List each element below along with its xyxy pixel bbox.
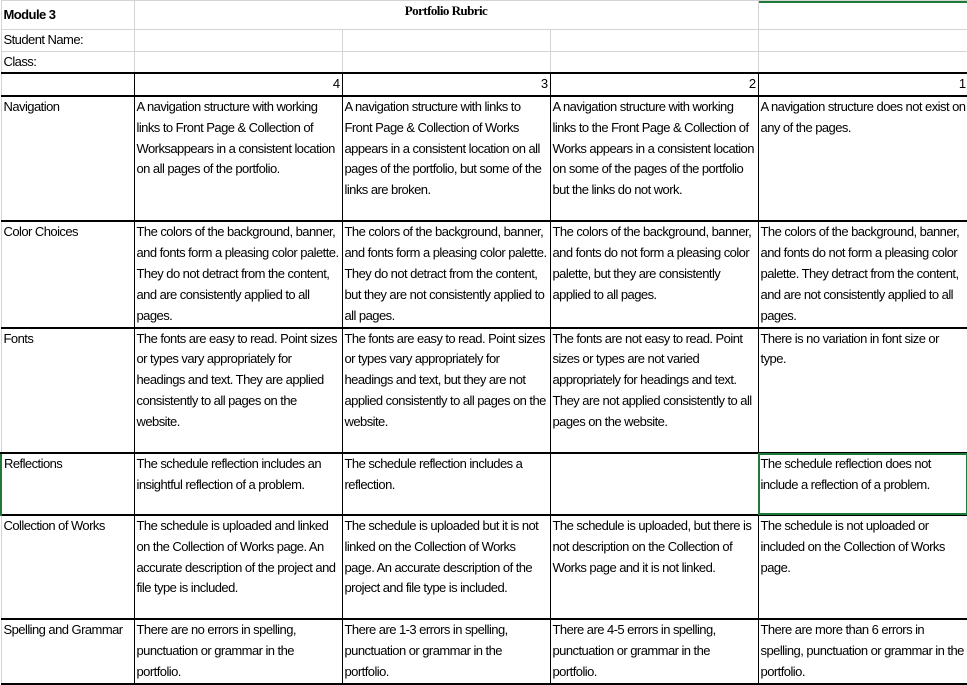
rubric-cell[interactable]: There are more than 6 errors in spelling, punctuation or grammar in the portfolio. [758,619,967,684]
rubric-cell[interactable]: The colors of the background, banner, and fonts do not form a pleasing color palette. They detract from the content, and are not consistently applied to all pages. [758,221,967,327]
rubric-cell[interactable]: The colors of the background, banner, and fonts form a pleasing color palette. They do not detract from the content, and are consistently applied to all pages. [134,221,342,327]
empty-cell[interactable] [550,30,758,52]
rubric-cell[interactable]: There are no errors in spelling, punctuation or grammar in the portfolio. [134,619,342,684]
rubric-cell[interactable]: The schedule is not uploaded or included on the Collection of Works page. [758,515,967,619]
rubric-cell[interactable]: There is no variation in font size or type. [758,328,967,453]
rubric-cell[interactable]: The schedule is uploaded but it is not linked on the Collection of Works page. An accurate description of the project and file type is included. [342,515,550,619]
rubric-cell[interactable]: The schedule reflection includes an insightful reflection of a problem. [134,453,342,515]
rubric-cell[interactable]: A navigation structure does not exist on any of the pages. [758,96,967,221]
criterion-name[interactable]: Fonts [1,328,134,453]
class-label[interactable]: Class: [1,52,134,74]
rubric-cell[interactable]: The schedule is uploaded and linked on the Collection of Works page. An accurate description of the project and file type is included. [134,515,342,619]
criterion-name[interactable]: Navigation [1,96,134,221]
rubric-cell[interactable]: The fonts are not easy to read. Point sizes or types are not varied appropriately for headings and text. They are not applied consistently to all pages on the website. [550,328,758,453]
rubric-cell[interactable]: The colors of the background, banner, and fonts form a pleasing color palette. They do not detract from the content, but they are not consistently applied to all pages. [342,221,550,327]
rubric-cell[interactable]: A navigation structure with links to Front Page & Collection of Works appears in a consistent location on all pages of the portfolio, but some of the links are broken. [342,96,550,221]
rubric-cell[interactable]: The schedule is uploaded, but there is not description on the Collection of Works page and it is not linked. [550,515,758,619]
rubric-cell[interactable]: There are 1-3 errors in spelling, punctuation or grammar in the portfolio. [342,619,550,684]
student-name-label[interactable]: Student Name: [1,30,134,52]
rubric-cell[interactable]: There are 4-5 errors in spelling, punctuation or grammar in the portfolio. [550,619,758,684]
module-label[interactable]: Module 3 [1,1,134,30]
score-header-4[interactable]: 4 [134,73,342,96]
empty-cell[interactable] [342,52,550,74]
score-header-2[interactable]: 2 [550,73,758,96]
criterion-name[interactable]: Spelling and Grammar [1,619,134,684]
class-cell[interactable] [134,52,342,74]
rubric-cell[interactable]: A navigation structure with working links to the Front Page & Collection of Works appears in a consistent location on some of the pages of the portfolio but the links do not work. [550,96,758,221]
criterion-name[interactable]: Collection of Works [1,515,134,619]
score-header-blank[interactable] [1,73,134,96]
rubric-cell[interactable] [550,453,758,515]
criterion-name[interactable]: Reflections [1,453,134,515]
rubric-cell[interactable]: The fonts are easy to read. Point sizes or types vary appropriately for headings and text, but they are not applied consistently to all pages on the website. [342,328,550,453]
empty-cell[interactable] [550,52,758,74]
empty-cell[interactable] [342,30,550,52]
student-name-cell[interactable] [134,30,342,52]
score-header-3[interactable]: 3 [342,73,550,96]
rubric-cell[interactable]: A navigation structure with working links to Front Page & Collection of Worksappears in a consistent location on all pages of the portfolio. [134,96,342,221]
rubric-cell-selected[interactable]: The schedule reflection does not include a reflection of a problem. [758,453,967,515]
rubric-cell[interactable]: The fonts are easy to read. Point sizes or types vary appropriately for headings and text. They are applied consistently to all pages on the website. [134,328,342,453]
page-title[interactable]: Portfolio Rubric [134,1,758,30]
empty-cell[interactable] [758,30,967,52]
empty-cell[interactable] [758,1,967,30]
empty-cell[interactable] [758,52,967,74]
rubric-cell[interactable]: The schedule reflection includes a reflection. [342,453,550,515]
rubric-cell[interactable]: The colors of the background, banner, and fonts do not form a pleasing color palette, but they are consistently applied to all pages. [550,221,758,327]
score-header-1[interactable]: 1 [758,73,967,96]
criterion-name[interactable]: Color Choices [1,221,134,327]
